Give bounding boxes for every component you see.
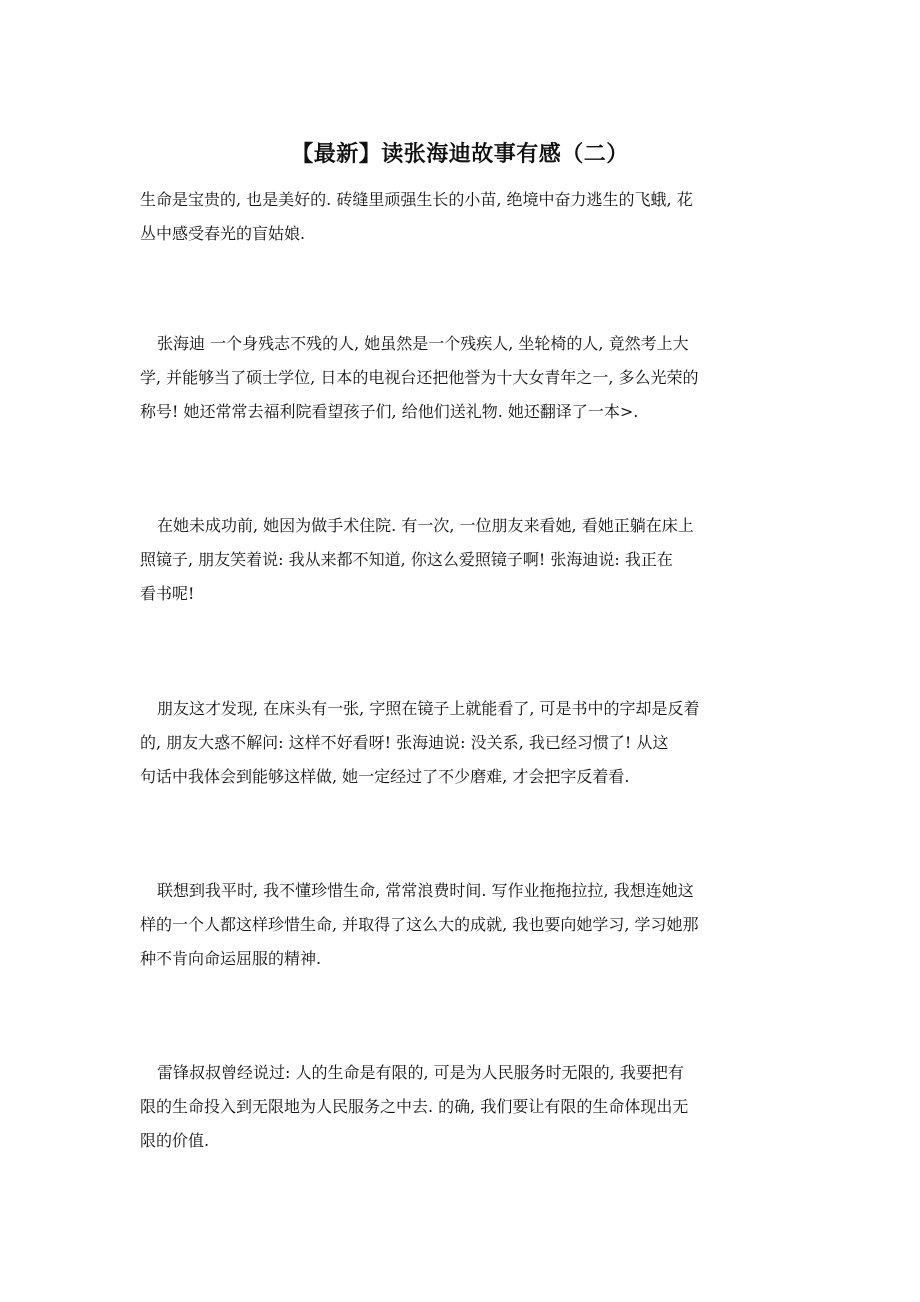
paragraph-5	[140, 874, 780, 976]
paragraph-2	[140, 327, 780, 429]
paragraph-line: 句话中我体会到能够这样做, 她一定经过了不少磨难, 才会把字反着看.	[140, 767, 630, 786]
paragraph-6	[140, 1056, 780, 1158]
paragraph-1	[140, 183, 780, 251]
paragraph-line: 丛中感受春光的盲姑娘.	[140, 224, 306, 243]
paragraph-line: 张海迪 一个身残志不残的人, 她虽然是一个残疾人, 坐轮椅的人, 竟然考上大	[157, 334, 689, 353]
paragraph-line: 学, 并能够当了硕士学位, 日本的电视台还把他誉为十大女青年之一, 多么光荣的	[140, 368, 699, 387]
paragraph-line: 样的一个人都这样珍惜生命, 并取得了这么大的成就, 我也要向她学习, 学习她那	[140, 915, 699, 934]
paragraph-line: 雷锋叔叔曾经说过: 人的生命是有限的, 可是为人民服务时无限的, 我要把有	[157, 1063, 684, 1082]
paragraph-line: 限的价值.	[140, 1131, 210, 1150]
paragraph-line: 联想到我平时, 我不懂珍惜生命, 常常浪费时间. 写作业拖拖拉拉, 我想连她这	[157, 881, 694, 900]
paragraph-4	[140, 692, 780, 794]
document-title: 【最新】读张海迪故事有感（二）	[291, 142, 629, 167]
paragraph-line: 称号! 她还常常去福利院看望孩子们, 给他们送礼物. 她还翻译了一本>.	[140, 402, 639, 421]
paragraph-line: 看书呢!	[140, 584, 195, 603]
paragraph-line: 的, 朋友大惑不解问: 这样不好看呀! 张海迪说: 没关系, 我已经习惯了! 从这	[140, 733, 669, 752]
paragraph-line: 生命是宝贵的, 也是美好的. 砖缝里顽强生长的小苗, 绝境中奋力逃生的飞蛾, 花	[140, 190, 693, 209]
paragraph-line: 照镜子, 朋友笑着说: 我从来都不知道, 你这么爱照镜子啊! 张海迪说: 我正在	[140, 550, 673, 569]
paragraph-line: 限的生命投入到无限地为人民服务之中去. 的确, 我们要让有限的生命体现出无	[140, 1097, 689, 1116]
paragraph-line: 种不肯向命运屈服的精神.	[140, 949, 322, 968]
paragraph-line: 在她未成功前, 她因为做手术住院. 有一次, 一位朋友来看她, 看她正躺在床上	[157, 516, 694, 535]
paragraph-line: 朋友这才发现, 在床头有一张, 字照在镜子上就能看了, 可是书中的字却是反着	[157, 699, 700, 718]
paragraph-3	[140, 509, 780, 611]
